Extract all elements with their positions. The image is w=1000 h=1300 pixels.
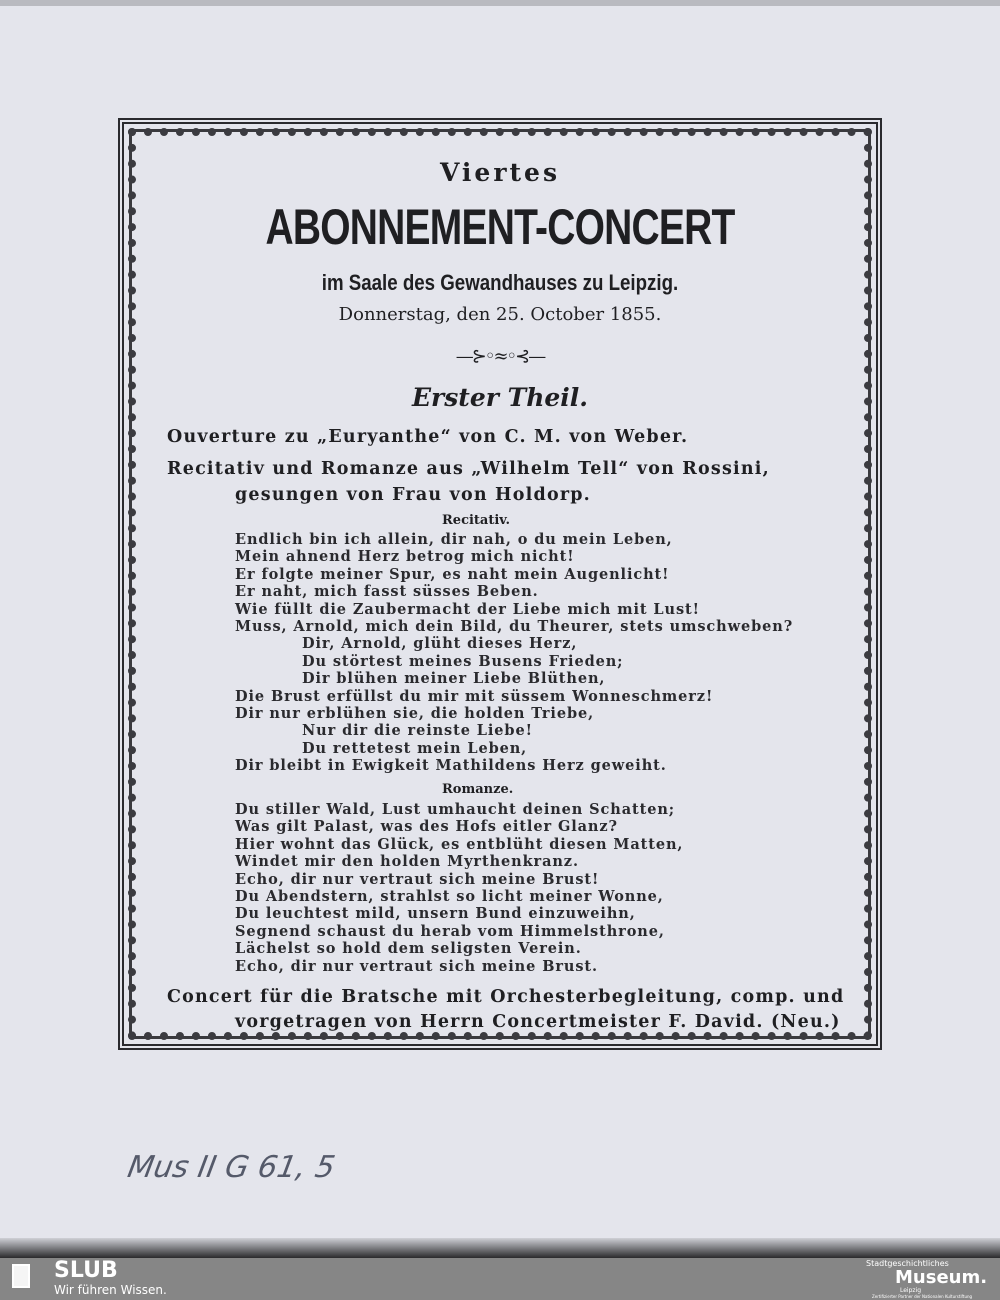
- date: Donnerstag, den 25. October 1855.: [338, 304, 662, 325]
- verse-line: Wie füllt die Zaubermacht der Liebe mich mit Lust!: [235, 600, 700, 618]
- verse-line: Nur dir die reinste Liebe!: [302, 722, 533, 740]
- verse-line: Er naht, mich fasst süsses Beben.: [235, 583, 539, 601]
- book-icon: [12, 1264, 30, 1288]
- poster-title: ABONNEMENT-CONCERT: [265, 199, 735, 255]
- recitativ-heading: Recitativ.: [442, 513, 511, 528]
- footer-bar: [0, 1258, 1000, 1300]
- romanze-heading: Romanze.: [442, 782, 514, 797]
- verse-line: Dir, Arnold, glüht dieses Herz,: [302, 635, 578, 653]
- slub-logo[interactable]: SLUB: [54, 1258, 118, 1283]
- verse-line: Echo, dir nur vertraut sich meine Brust!: [235, 870, 600, 888]
- verse-line: Was gilt Palast, was des Hofs eitler Glanz?: [235, 818, 618, 836]
- verse-line: Dir bleibt in Ewigkeit Mathildens Herz geweiht.: [235, 757, 667, 775]
- scan-edge: [0, 1238, 1000, 1258]
- verse-line: Du Abendstern, strahlst so licht meiner Wonne,: [235, 888, 664, 905]
- slub-tagline: Wir führen Wissen.: [54, 1283, 167, 1297]
- museum-pre: Stadtgeschichtliches: [866, 1259, 949, 1268]
- verse-line: Dir nur erblühen sie, die holden Triebe,: [235, 705, 595, 722]
- program-item: gesungen von Frau von Holdorp.: [235, 485, 591, 505]
- verse-line: Dir blühen meiner Liebe Blüthen,: [302, 670, 606, 688]
- scan-edge: [0, 0, 1000, 6]
- closing-item: vorgetragen von Herrn Concertmeister F. David. (Neu.): [235, 1012, 841, 1032]
- handwritten-shelfmark: Mus II G 61, 5: [125, 1150, 338, 1185]
- museum-city: Leipzig: [900, 1287, 922, 1294]
- verse-line: Endlich bin ich allein, dir nah, o du mein Leben,: [235, 531, 673, 548]
- verse-line: Du leuchtest mild, unsern Bund einzuweihn,: [235, 905, 636, 923]
- verse-line: Lächelst so hold dem seligsten Verein.: [235, 940, 582, 958]
- verse-line: Du rettetest mein Leben,: [302, 739, 528, 757]
- verse-line: Du störtest meines Busens Frieden;: [302, 652, 624, 670]
- concert-number: Viertes: [439, 158, 561, 187]
- venue: im Saale des Gewandhauses zu Leipzig.: [321, 270, 679, 295]
- part-heading: Erster Theil.: [411, 383, 588, 412]
- verse-line: Mein ahnend Herz betrog mich nicht!: [235, 548, 575, 566]
- verse-line: Die Brust erfüllst du mir mit süssem Wonneschmerz!: [235, 687, 714, 705]
- ornament-divider: —⊱◦≈◦⊰—: [455, 346, 545, 367]
- closing-item: Concert für die Bratsche mit Orchesterbegleitung, comp. und: [167, 987, 845, 1007]
- museum-cert: Zertifizierter Partner der Nationalen Kulturstiftung: [872, 1294, 973, 1299]
- program-item: Recitativ und Romanze aus „Wilhelm Tell“ von Rossini,: [167, 459, 770, 479]
- verse-line: Segnend schaust du herab vom Himmelsthrone,: [235, 922, 665, 940]
- verse-line: Echo, dir nur vertraut sich meine Brust.: [235, 957, 598, 975]
- verse-line: Windet mir den holden Myrthenkranz.: [235, 853, 579, 871]
- verse-line: Du stiller Wald, Lust umhaucht deinen Schatten;: [235, 801, 676, 818]
- verse-line: Er folgte meiner Spur, es naht mein Augenlicht!: [235, 565, 670, 583]
- program-item: Ouverture zu „Euryanthe“ von C. M. von Weber.: [167, 427, 689, 447]
- museum-logo[interactable]: Museum.: [895, 1267, 988, 1288]
- verse-line: Muss, Arnold, mich dein Bild, du Theurer, stets umschweben?: [235, 618, 794, 635]
- verse-line: Hier wohnt das Glück, es entblüht diesen Matten,: [235, 835, 684, 853]
